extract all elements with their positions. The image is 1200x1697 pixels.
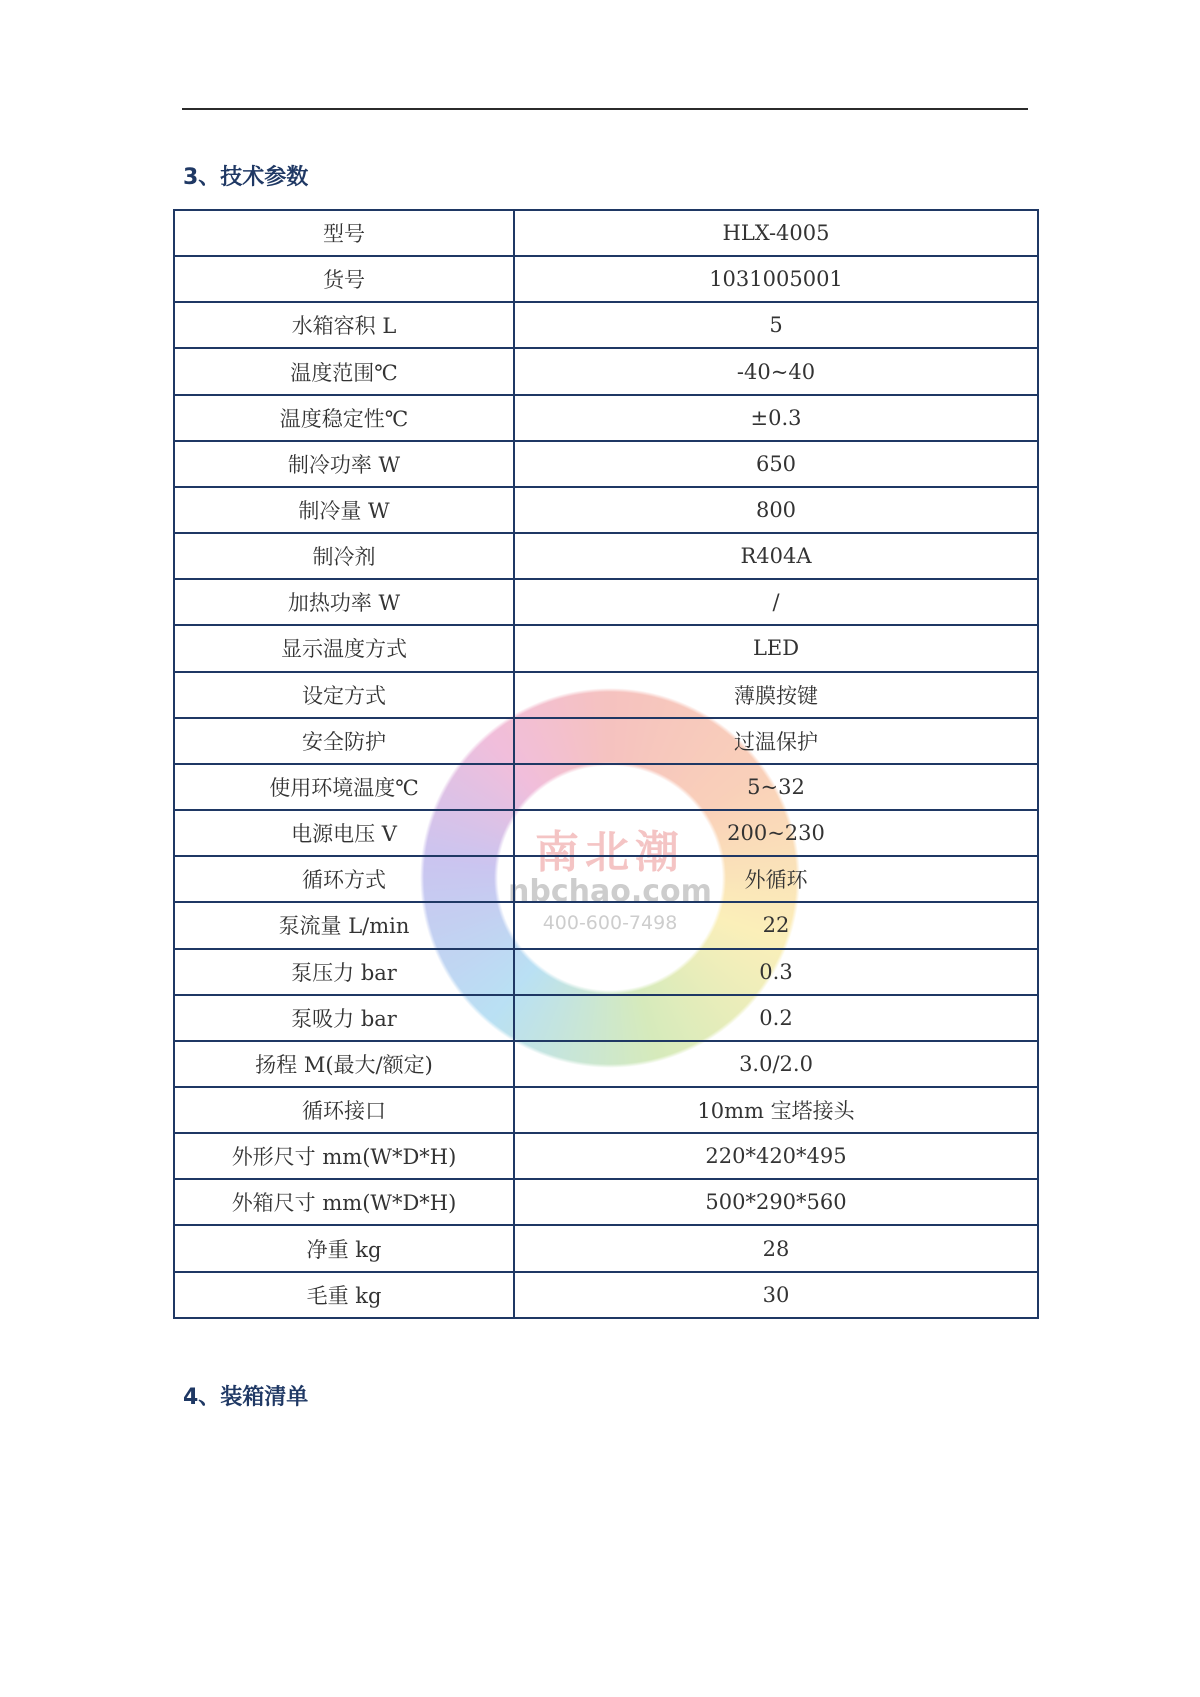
table-row (174, 1041, 1038, 1087)
table-row (174, 1087, 1038, 1133)
spec-value: 22 (514, 902, 1038, 948)
watermark-logo-text: 南北潮 (535, 827, 685, 878)
spec-value: 28 (514, 1225, 1038, 1271)
spec-label: 温度范围℃ (174, 348, 514, 394)
spec-table (173, 209, 1039, 1319)
table-row (174, 256, 1038, 302)
spec-label: 显示温度方式 (174, 625, 514, 671)
spec-label: 电源电压 V (174, 810, 514, 856)
spec-value: 5~32 (514, 764, 1038, 810)
spec-value: 10mm 宝塔接头 (514, 1087, 1038, 1133)
spec-label: 型号 (174, 210, 514, 256)
spec-value: HLX-4005 (514, 210, 1038, 256)
table-row (174, 348, 1038, 394)
spec-value: ±0.3 (514, 395, 1038, 441)
spec-label: 温度稳定性℃ (174, 395, 514, 441)
table-row (174, 210, 1038, 256)
table-row (174, 1225, 1038, 1271)
spec-value: 650 (514, 441, 1038, 487)
section-heading-packing-list: 4、装箱清单 (183, 1385, 309, 1410)
spec-value: 800 (514, 487, 1038, 533)
spec-value: 220*420*495 (514, 1133, 1038, 1179)
spec-value: 30 (514, 1272, 1038, 1318)
table-row (174, 302, 1038, 348)
table-row (174, 902, 1038, 948)
spec-value: LED (514, 625, 1038, 671)
spec-value: 1031005001 (514, 256, 1038, 302)
header-rule (182, 108, 1028, 110)
table-row (174, 1133, 1038, 1179)
table-row (174, 487, 1038, 533)
spec-label: 泵流量 L/min (174, 902, 514, 948)
spec-value: 外循环 (514, 856, 1038, 902)
spec-value: 过温保护 (514, 718, 1038, 764)
watermark-site: nbchao.com (508, 874, 712, 909)
spec-label: 制冷功率 W (174, 441, 514, 487)
table-row (174, 856, 1038, 902)
spec-label: 泵吸力 bar (174, 995, 514, 1041)
spec-label: 扬程 M(最大/额定) (174, 1041, 514, 1087)
spec-value: / (514, 579, 1038, 625)
section-heading-tech-params: 3、技术参数 (183, 165, 309, 190)
spec-label: 制冷剂 (174, 533, 514, 579)
spec-value: 0.2 (514, 995, 1038, 1041)
spec-value: -40~40 (514, 348, 1038, 394)
spec-label: 设定方式 (174, 672, 514, 718)
spec-label: 循环接口 (174, 1087, 514, 1133)
spec-value: 3.0/2.0 (514, 1041, 1038, 1087)
spec-value: 薄膜按键 (514, 672, 1038, 718)
spec-label: 泵压力 bar (174, 949, 514, 995)
table-row (174, 441, 1038, 487)
spec-label: 外形尺寸 mm(W*D*H) (174, 1133, 514, 1179)
spec-value: R404A (514, 533, 1038, 579)
table-row (174, 579, 1038, 625)
spec-label: 安全防护 (174, 718, 514, 764)
table-row (174, 625, 1038, 671)
table-row (174, 949, 1038, 995)
spec-value: 5 (514, 302, 1038, 348)
table-row (174, 533, 1038, 579)
spec-label: 外箱尺寸 mm(W*D*H) (174, 1179, 514, 1225)
spec-label: 毛重 kg (174, 1272, 514, 1318)
spec-value: 0.3 (514, 949, 1038, 995)
table-row (174, 718, 1038, 764)
watermark-phone: 400-600-7498 (542, 912, 678, 934)
table-row (174, 810, 1038, 856)
table-row (174, 995, 1038, 1041)
spec-label: 货号 (174, 256, 514, 302)
spec-label: 净重 kg (174, 1225, 514, 1271)
spec-label: 水箱容积 L (174, 302, 514, 348)
spec-label: 制冷量 W (174, 487, 514, 533)
table-row (174, 764, 1038, 810)
spec-label: 循环方式 (174, 856, 514, 902)
table-row (174, 1272, 1038, 1318)
table-row (174, 395, 1038, 441)
table-row (174, 672, 1038, 718)
spec-label: 使用环境温度℃ (174, 764, 514, 810)
spec-value: 200~230 (514, 810, 1038, 856)
spec-label: 加热功率 W (174, 579, 514, 625)
table-row (174, 1179, 1038, 1225)
spec-value: 500*290*560 (514, 1179, 1038, 1225)
